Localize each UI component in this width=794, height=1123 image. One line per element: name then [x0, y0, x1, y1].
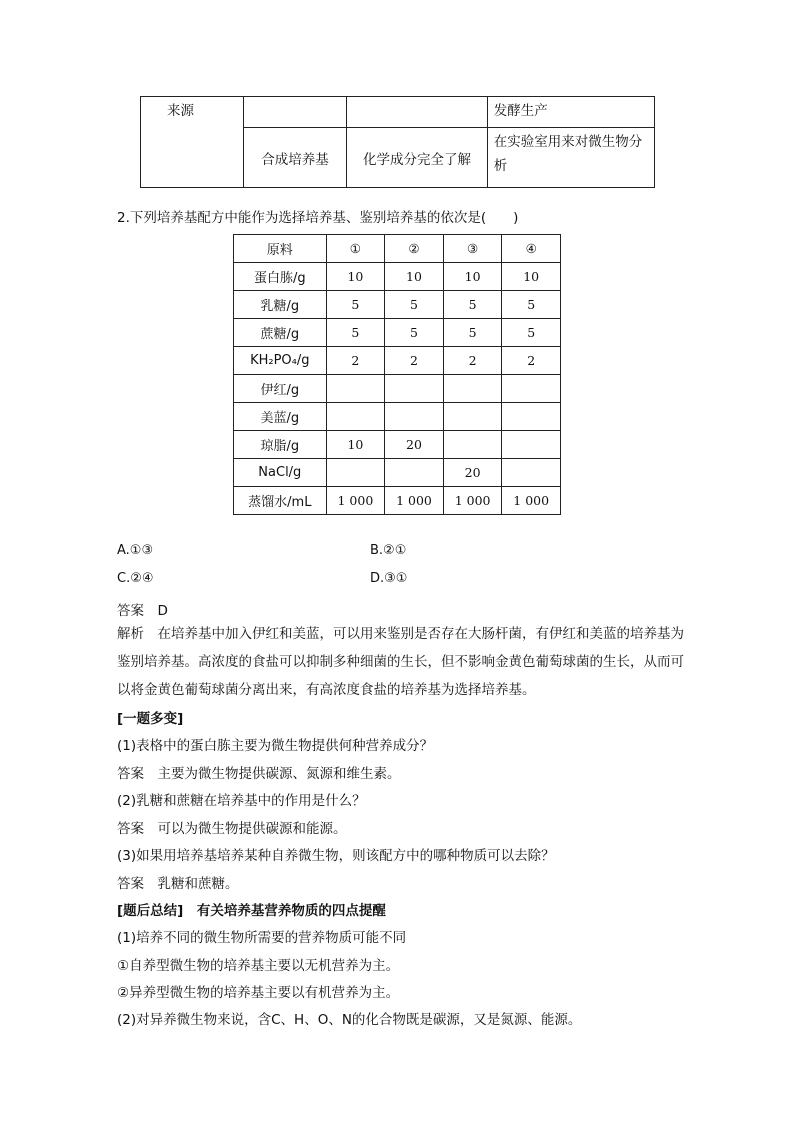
recipe-table	[233, 234, 561, 515]
variation-answer-2: 答案 可以为微生物提供碳源和能源。	[117, 821, 347, 837]
table-cell	[347, 97, 488, 128]
table-header-row	[234, 235, 561, 263]
header-cell: ①	[326, 235, 385, 263]
table-cell: 在实验室用来对微生物分析	[487, 128, 654, 188]
table-cell: 化学成分完全了解	[347, 128, 488, 188]
table-cell: 2	[443, 347, 502, 375]
table-cell	[502, 431, 561, 459]
table-cell: 5	[443, 319, 502, 347]
table-cell: 1 000	[502, 487, 561, 515]
variation-answer-3: 答案 乳糖和蔗糖。	[117, 876, 239, 892]
variation-heading: [一题多变]	[117, 711, 184, 727]
row-label: NaCl/g	[234, 459, 327, 487]
header-cell: ②	[385, 235, 444, 263]
table-row	[234, 431, 561, 459]
option-d: D.③①	[370, 571, 408, 586]
variation-question-1: (1)表格中的蛋白胨主要为微生物提供何种营养成分？	[117, 738, 434, 754]
table-cell: 2	[502, 347, 561, 375]
table-cell	[385, 403, 444, 431]
table-cell: 发酵生产	[487, 97, 654, 128]
variation-question-3: (3)如果用培养基培养某种自养微生物，则该配方中的哪种物质可以去除？	[117, 848, 555, 864]
table-cell	[243, 97, 346, 128]
table-row	[234, 319, 561, 347]
row-label: 蒸馏水/mL	[234, 487, 327, 515]
table-cell	[326, 459, 385, 487]
table-cell	[502, 375, 561, 403]
table-row	[234, 487, 561, 515]
table-row	[234, 459, 561, 487]
row-label: KH₂PO₄/g	[234, 347, 327, 375]
table-cell: 10	[443, 263, 502, 291]
row-label: 美蓝/g	[234, 403, 327, 431]
summary-heading: [题后总结] 有关培养基营养物质的四点提醒	[117, 903, 386, 919]
table-cell	[443, 375, 502, 403]
table-cell: 20	[385, 431, 444, 459]
table-cell: 10	[326, 263, 385, 291]
table-row	[141, 97, 655, 128]
table-row	[234, 347, 561, 375]
source-cell: 来源	[141, 97, 244, 188]
table-cell: 5	[443, 291, 502, 319]
header-cell: ④	[502, 235, 561, 263]
table-cell	[385, 459, 444, 487]
option-a: A.①③	[117, 543, 154, 558]
table-cell	[385, 375, 444, 403]
table-cell: 合成培养基	[243, 128, 346, 188]
table-cell: 1 000	[326, 487, 385, 515]
table-cell: 2	[326, 347, 385, 375]
table-cell: 20	[443, 459, 502, 487]
top-table	[140, 96, 655, 188]
table-cell: 1 000	[443, 487, 502, 515]
table-cell: 10	[502, 263, 561, 291]
row-label: 蛋白胨/g	[234, 263, 327, 291]
summary-point-1b: ②异养型微生物的培养基主要以有机营养为主。	[117, 985, 400, 1001]
row-label: 乳糖/g	[234, 291, 327, 319]
table-cell	[502, 403, 561, 431]
summary-point-2: (2)对异养微生物来说，含C、H、O、N的化合物既是碳源，又是氮源、能源。	[117, 1012, 582, 1028]
table-row	[234, 263, 561, 291]
header-cell: ③	[443, 235, 502, 263]
table-cell: 5	[502, 291, 561, 319]
table-cell: 10	[385, 263, 444, 291]
table-cell	[326, 375, 385, 403]
table-cell	[502, 459, 561, 487]
table-cell: 5	[385, 291, 444, 319]
analysis: 解析 在培养基中加入伊红和美蓝，可以用来鉴别是否存在大肠杆菌，有伊红和美蓝的培养基为鉴别培养基。高浓度的食盐可以抑制多种细菌的生长，但不影响金黄色葡萄球菌的生长，从而可以将金黄色葡萄球菌分离出来，有高浓度食盐的培养基为选择培养基。	[117, 626, 684, 698]
table-cell	[443, 431, 502, 459]
summary-point-1: (1)培养不同的微生物所需要的营养物质可能不同	[117, 930, 407, 946]
table-cell: 10	[326, 431, 385, 459]
table-row	[234, 403, 561, 431]
table-cell	[326, 403, 385, 431]
row-label: 蔗糖/g	[234, 319, 327, 347]
variation-question-2: (2)乳糖和蔗糖在培养基中的作用是什么？	[117, 793, 366, 809]
table-row	[234, 291, 561, 319]
table-row	[234, 375, 561, 403]
summary-point-1a: ①自养型微生物的培养基主要以无机营养为主。	[117, 958, 400, 974]
table-cell: 5	[326, 319, 385, 347]
row-label: 琼脂/g	[234, 431, 327, 459]
row-label: 伊红/g	[234, 375, 327, 403]
option-b: B.②①	[370, 543, 407, 558]
option-c: C.②④	[117, 571, 154, 586]
variation-answer-1: 答案 主要为微生物提供碳源、氮源和维生素。	[117, 766, 401, 782]
table-cell: 5	[326, 291, 385, 319]
table-cell: 2	[385, 347, 444, 375]
table-cell: 1 000	[385, 487, 444, 515]
table-cell: 5	[502, 319, 561, 347]
answer: 答案 D	[117, 603, 168, 619]
header-cell: 原料	[234, 235, 327, 263]
question-title: 2.下列培养基配方中能作为选择培养基、鉴别培养基的依次是( )	[117, 210, 519, 226]
table-cell	[443, 403, 502, 431]
table-cell: 5	[385, 319, 444, 347]
